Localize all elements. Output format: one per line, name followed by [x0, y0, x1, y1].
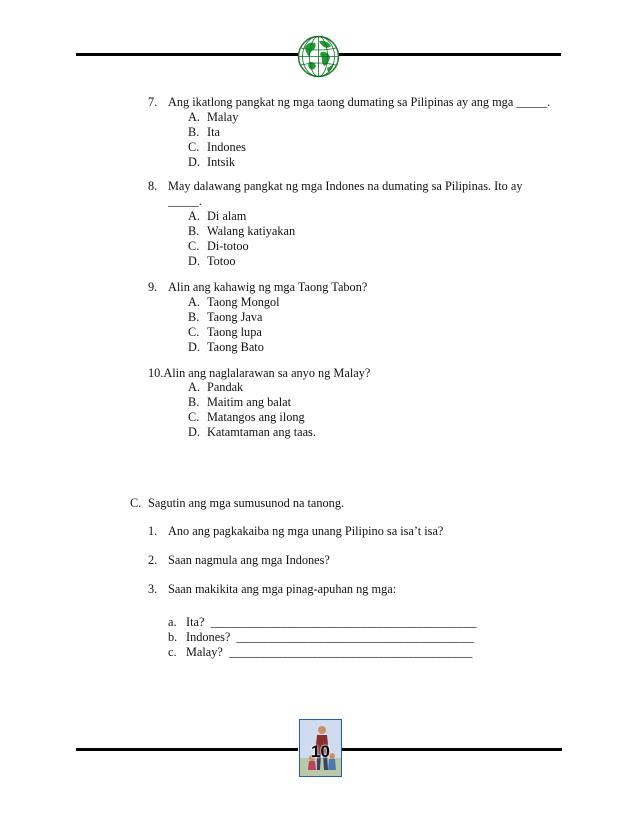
- option-text: Matangos ang ilong: [207, 410, 305, 424]
- option-text: Intsik: [207, 155, 236, 169]
- option-letter: B.: [188, 310, 200, 324]
- option-letter: D.: [188, 155, 200, 169]
- option-letter: B.: [188, 125, 200, 139]
- section-c-item-3: [148, 581, 396, 597]
- question-text: Ang ikatlong pangkat ng mga taong dumating sa Pilipinas ay ang mga _____.: [168, 95, 551, 109]
- option-8c: [188, 239, 249, 254]
- option-7d: [188, 155, 235, 170]
- option-text: Taong Mongol: [207, 295, 280, 309]
- footer-rule-right: [340, 748, 562, 751]
- option-9b: [188, 310, 262, 325]
- sub-item-c: [168, 644, 472, 660]
- option-text: Maitim ang balat: [207, 395, 292, 409]
- option-letter: B.: [188, 224, 200, 238]
- item-number: 2.: [148, 553, 158, 567]
- option-letter: D.: [188, 254, 200, 268]
- family-picture-icon: [299, 719, 342, 777]
- question-9: [148, 279, 367, 295]
- option-9d: [188, 340, 264, 355]
- option-8b: [188, 224, 295, 239]
- page-number: 10: [311, 742, 330, 761]
- option-9a: [188, 295, 280, 310]
- question-text: May dalawang pangkat ng mga Indones na dumating sa Pilipinas. Ito ay: [168, 179, 523, 193]
- option-text: Walang katiyakan: [207, 224, 296, 238]
- item-text: Saan makikita ang mga pinag-apuhan ng mga:: [168, 582, 397, 596]
- sub-letter: b.: [168, 630, 178, 644]
- option-10c: [188, 410, 305, 425]
- option-10b: [188, 395, 291, 410]
- question-7: [148, 94, 550, 110]
- sub-text: Malay?: [186, 645, 223, 659]
- section-title: Sagutin ang mga sumusunod na tanong.: [148, 496, 345, 510]
- globe-icon: [297, 35, 340, 78]
- question-number: 7.: [148, 95, 158, 109]
- option-text: Malay: [207, 110, 239, 124]
- option-text: Di-totoo: [207, 239, 249, 253]
- option-text: Indones: [207, 140, 246, 154]
- option-letter: C.: [188, 325, 200, 339]
- option-letter: D.: [188, 340, 200, 354]
- option-letter: C.: [188, 239, 200, 253]
- question-number: 8.: [148, 179, 158, 193]
- option-text: Taong lupa: [207, 325, 262, 339]
- header-rule-right: [339, 53, 561, 56]
- question-text: Alin ang naglalarawan sa anyo ng Malay?: [163, 366, 371, 380]
- section-c-heading: [130, 495, 344, 511]
- option-letter: A.: [188, 380, 200, 394]
- question-text: Alin ang kahawig ng mga Taong Tabon?: [168, 280, 368, 294]
- option-7b: [188, 125, 220, 140]
- option-text: Taong Java: [207, 310, 263, 324]
- question-8: [148, 178, 522, 194]
- option-text: Totoo: [207, 254, 236, 268]
- option-text: Taong Bato: [207, 340, 264, 354]
- answer-blank: _____.: [168, 194, 202, 208]
- footer-rule-left: [76, 748, 298, 751]
- option-text: Ita: [207, 125, 220, 139]
- sub-letter: a.: [168, 615, 177, 629]
- item-text: Saan nagmula ang mga Indones?: [168, 553, 330, 567]
- option-letter: A.: [188, 110, 200, 124]
- option-letter: C.: [188, 140, 200, 154]
- option-7a: [188, 110, 238, 125]
- option-text: Di alam: [207, 209, 247, 223]
- option-letter: C.: [188, 410, 200, 424]
- section-letter: C.: [130, 496, 142, 510]
- answer-line: __________________________________________: [236, 630, 474, 644]
- header-rule-left: [76, 53, 298, 56]
- option-8a: [188, 209, 246, 224]
- option-9c: [188, 325, 262, 340]
- item-number: 3.: [148, 582, 158, 596]
- question-number: 10.: [148, 366, 164, 380]
- option-7c: [188, 140, 246, 155]
- sub-item-b: [168, 629, 474, 645]
- question-10: [148, 365, 370, 381]
- item-number: 1.: [148, 524, 158, 538]
- answer-line: ___________________________________________: [229, 645, 472, 659]
- item-text: Ano ang pagkakaiba ng mga unang Pilipino sa isa’t isa?: [168, 524, 444, 538]
- option-10d: [188, 425, 316, 440]
- question-number: 9.: [148, 280, 158, 294]
- option-10a: [188, 380, 243, 395]
- sub-letter: c.: [168, 645, 177, 659]
- option-letter: A.: [188, 209, 200, 223]
- question-8-continuation: [168, 193, 202, 209]
- section-c-item-1: [148, 523, 443, 539]
- option-text: Pandak: [207, 380, 244, 394]
- answer-line: _______________________________________________: [210, 615, 477, 629]
- sub-text: Ita?: [186, 615, 205, 629]
- sub-item-a: [168, 614, 476, 630]
- option-letter: D.: [188, 425, 200, 439]
- option-8d: [188, 254, 236, 269]
- sub-text: Indones?: [186, 630, 231, 644]
- option-letter: B.: [188, 395, 200, 409]
- option-letter: A.: [188, 295, 200, 309]
- section-c-item-2: [148, 552, 330, 568]
- option-text: Katamtaman ang taas.: [207, 425, 316, 439]
